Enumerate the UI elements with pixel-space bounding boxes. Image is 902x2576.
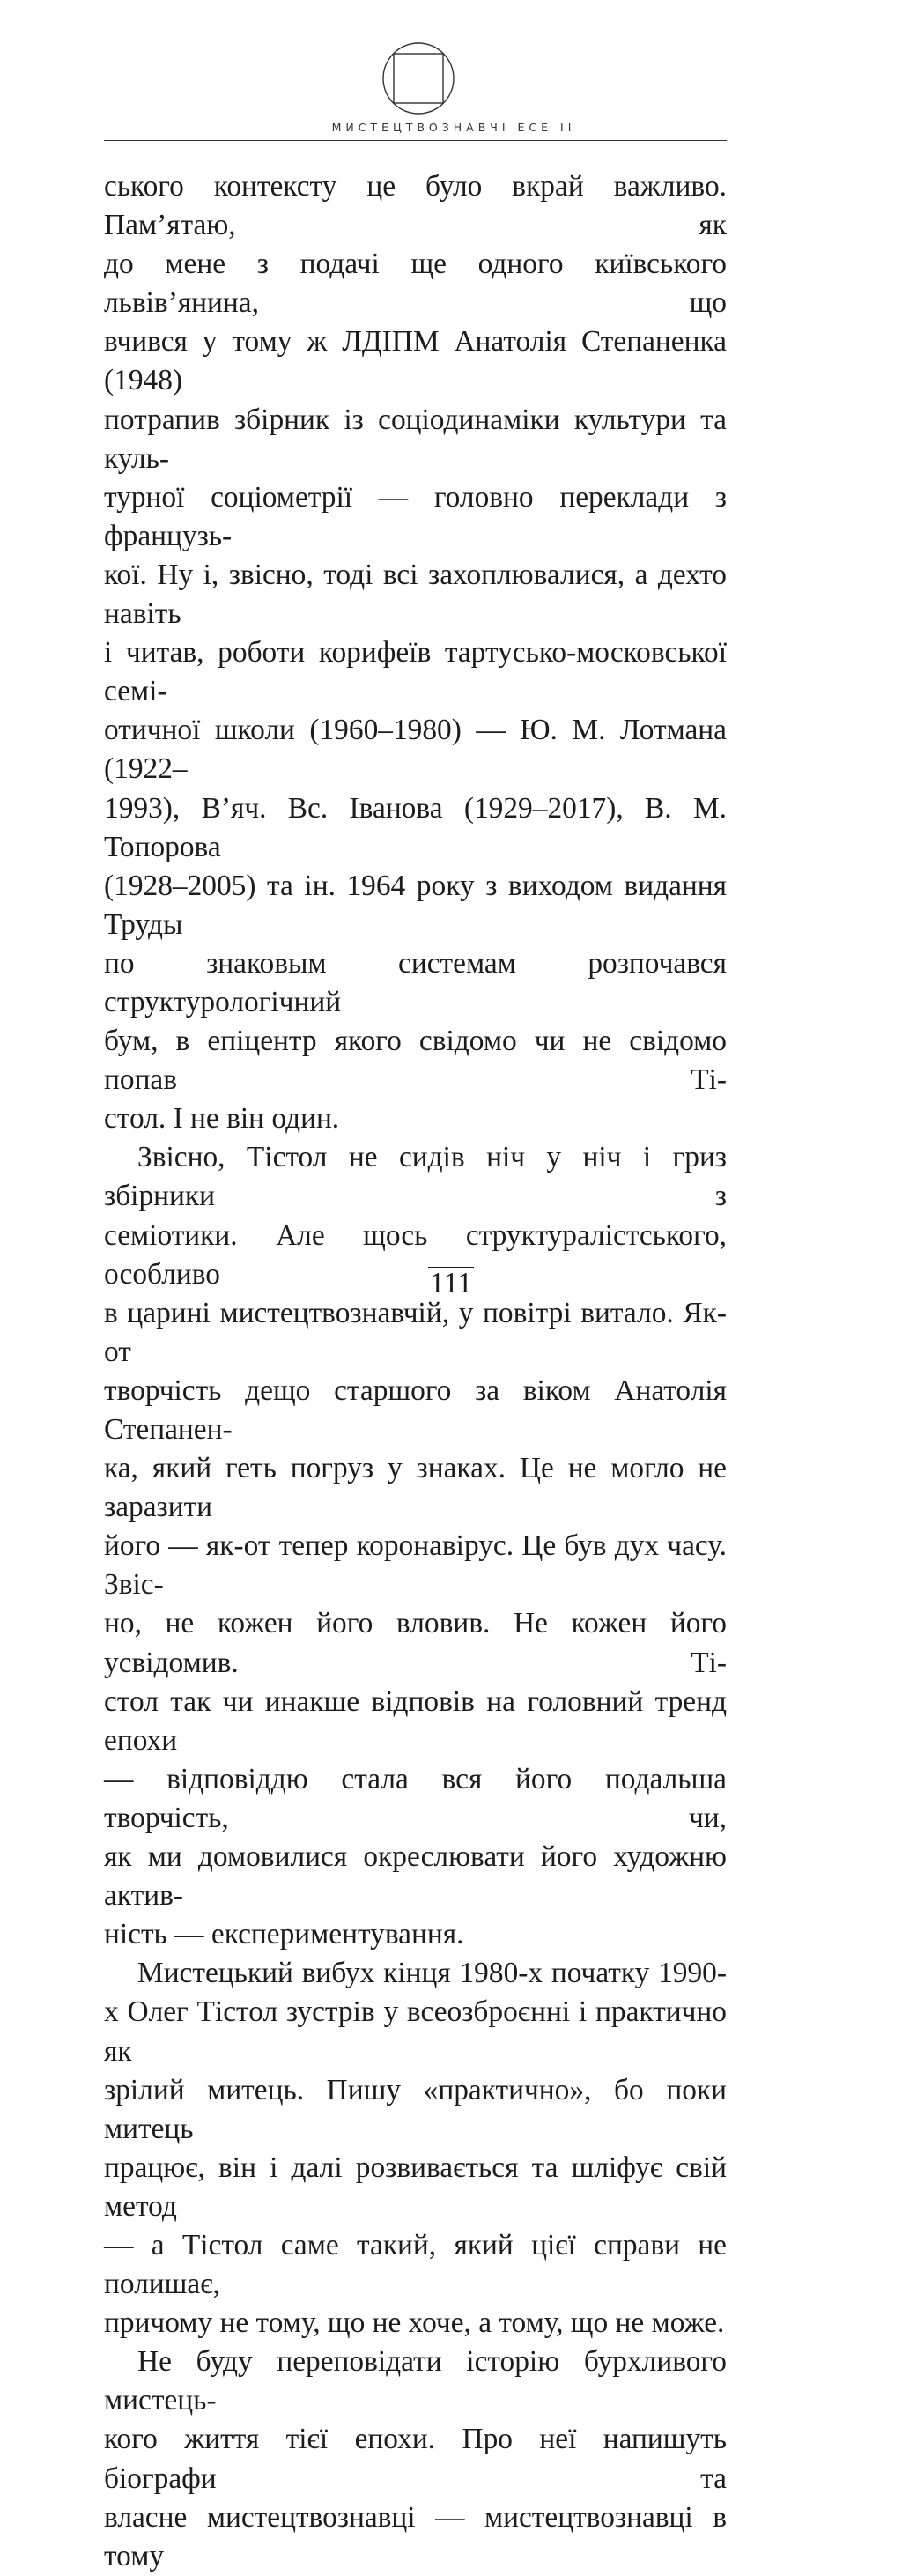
header-rule — [104, 140, 727, 141]
text-line: стол. І не він один. — [104, 1102, 340, 1136]
text-line: його — як-от тепер коронавірус. Це був дух часу. Звіс- — [104, 1529, 727, 1602]
text-line: потрапив збірник із соціодинаміки культури та куль- — [104, 403, 727, 475]
running-header-title: МИСТЕЦТВОЗНАВЧІ ЕСЕ II — [331, 121, 576, 134]
page-number — [0, 1266, 902, 1301]
text-line: семіотики. Але щось структуралістського, особливо — [104, 1218, 727, 1291]
text-line: ського контексту це було вкрай важливо. Пам’ятаю, як — [104, 170, 727, 242]
text-line: турної соціометрії — головно переклади з французь- — [104, 480, 727, 552]
text-line: ка, який геть погруз у знаках. Це не могло не заразити — [104, 1452, 727, 1524]
text-line: стол так чи инакше відповів на головний тренд епохи — [104, 1684, 727, 1757]
text-line: Мистецький вибух кінця 1980-х початку 1990- — [137, 1957, 727, 1990]
text-line: до мене з подачі ще одного київського львів’янина, що — [104, 248, 727, 320]
main-text-body — [104, 167, 727, 2576]
text-line: кої. Ну і, звісно, тоді всі захоплювалися, а дехто навіть — [104, 558, 727, 631]
text-line: в царині мистецтвознавчій, у повітрі витало. Як-от — [104, 1296, 727, 1368]
text-line: (1928–2005) та ін. 1964 року з виходом видання Труды — [104, 869, 727, 941]
text-line: ність — експериментування. — [104, 1918, 464, 1951]
text-line: і читав, роботи корифеїв тартусько-московської семі- — [104, 636, 727, 708]
text-line: но, не кожен його вловив. Не кожен його усвідомив. Ті- — [104, 1607, 727, 1679]
text-line: Не буду переповідати історію бурхливого мистець- — [104, 2345, 727, 2417]
text-line: власне мистецтвознавці — мистецтвознавці в тому — [104, 2500, 727, 2572]
text-line: — відповіддю стала вся його подальша творчість, чи, — [104, 1762, 727, 1834]
text-line: творчість дещо старшого за віком Анатолія Степанен- — [104, 1373, 727, 1446]
text-line: бум, в епіцентр якого свідомо чи не свідомо попав Ті- — [104, 1025, 727, 1097]
text-line: 1993), В’яч. Вс. Іванова (1929–2017), В. М. Топорова — [104, 791, 727, 863]
text-line: отичної школи (1960–1980) — Ю. М. Лотмана (1922– — [104, 714, 727, 786]
circle-square-emblem-icon — [381, 41, 455, 115]
text-line: як ми домовилися окреслювати його художню актив- — [104, 1840, 727, 1913]
text-line: — а Тістол саме такий, який цієї справи не полишає, — [104, 2228, 727, 2301]
text-line: причому не тому, що не хоче, а тому, що не може. — [104, 2306, 725, 2340]
text-line: працює, він і далі розвивається та шліфує свій метод — [104, 2150, 727, 2223]
text-line: зрілий митець. Пишу «практично», бо поки митець — [104, 2073, 727, 2145]
text-line: кого життя тієї епохи. Про неї напишуть біографи та — [104, 2423, 727, 2495]
text-line: Звісно, Тістол не сидів ніч у ніч і гриз збірники з — [104, 1141, 727, 1213]
page-number-value: 111 — [429, 1267, 473, 1299]
text-line: х Олег Тістол зустрів у всеозброєнні і практично як — [104, 1995, 727, 2068]
text-line: вчився у тому ж ЛДІПМ Анатолія Степаненка (1948) — [104, 325, 727, 397]
text-line: по знаковым системам розпочався структурологічний — [104, 946, 727, 1018]
